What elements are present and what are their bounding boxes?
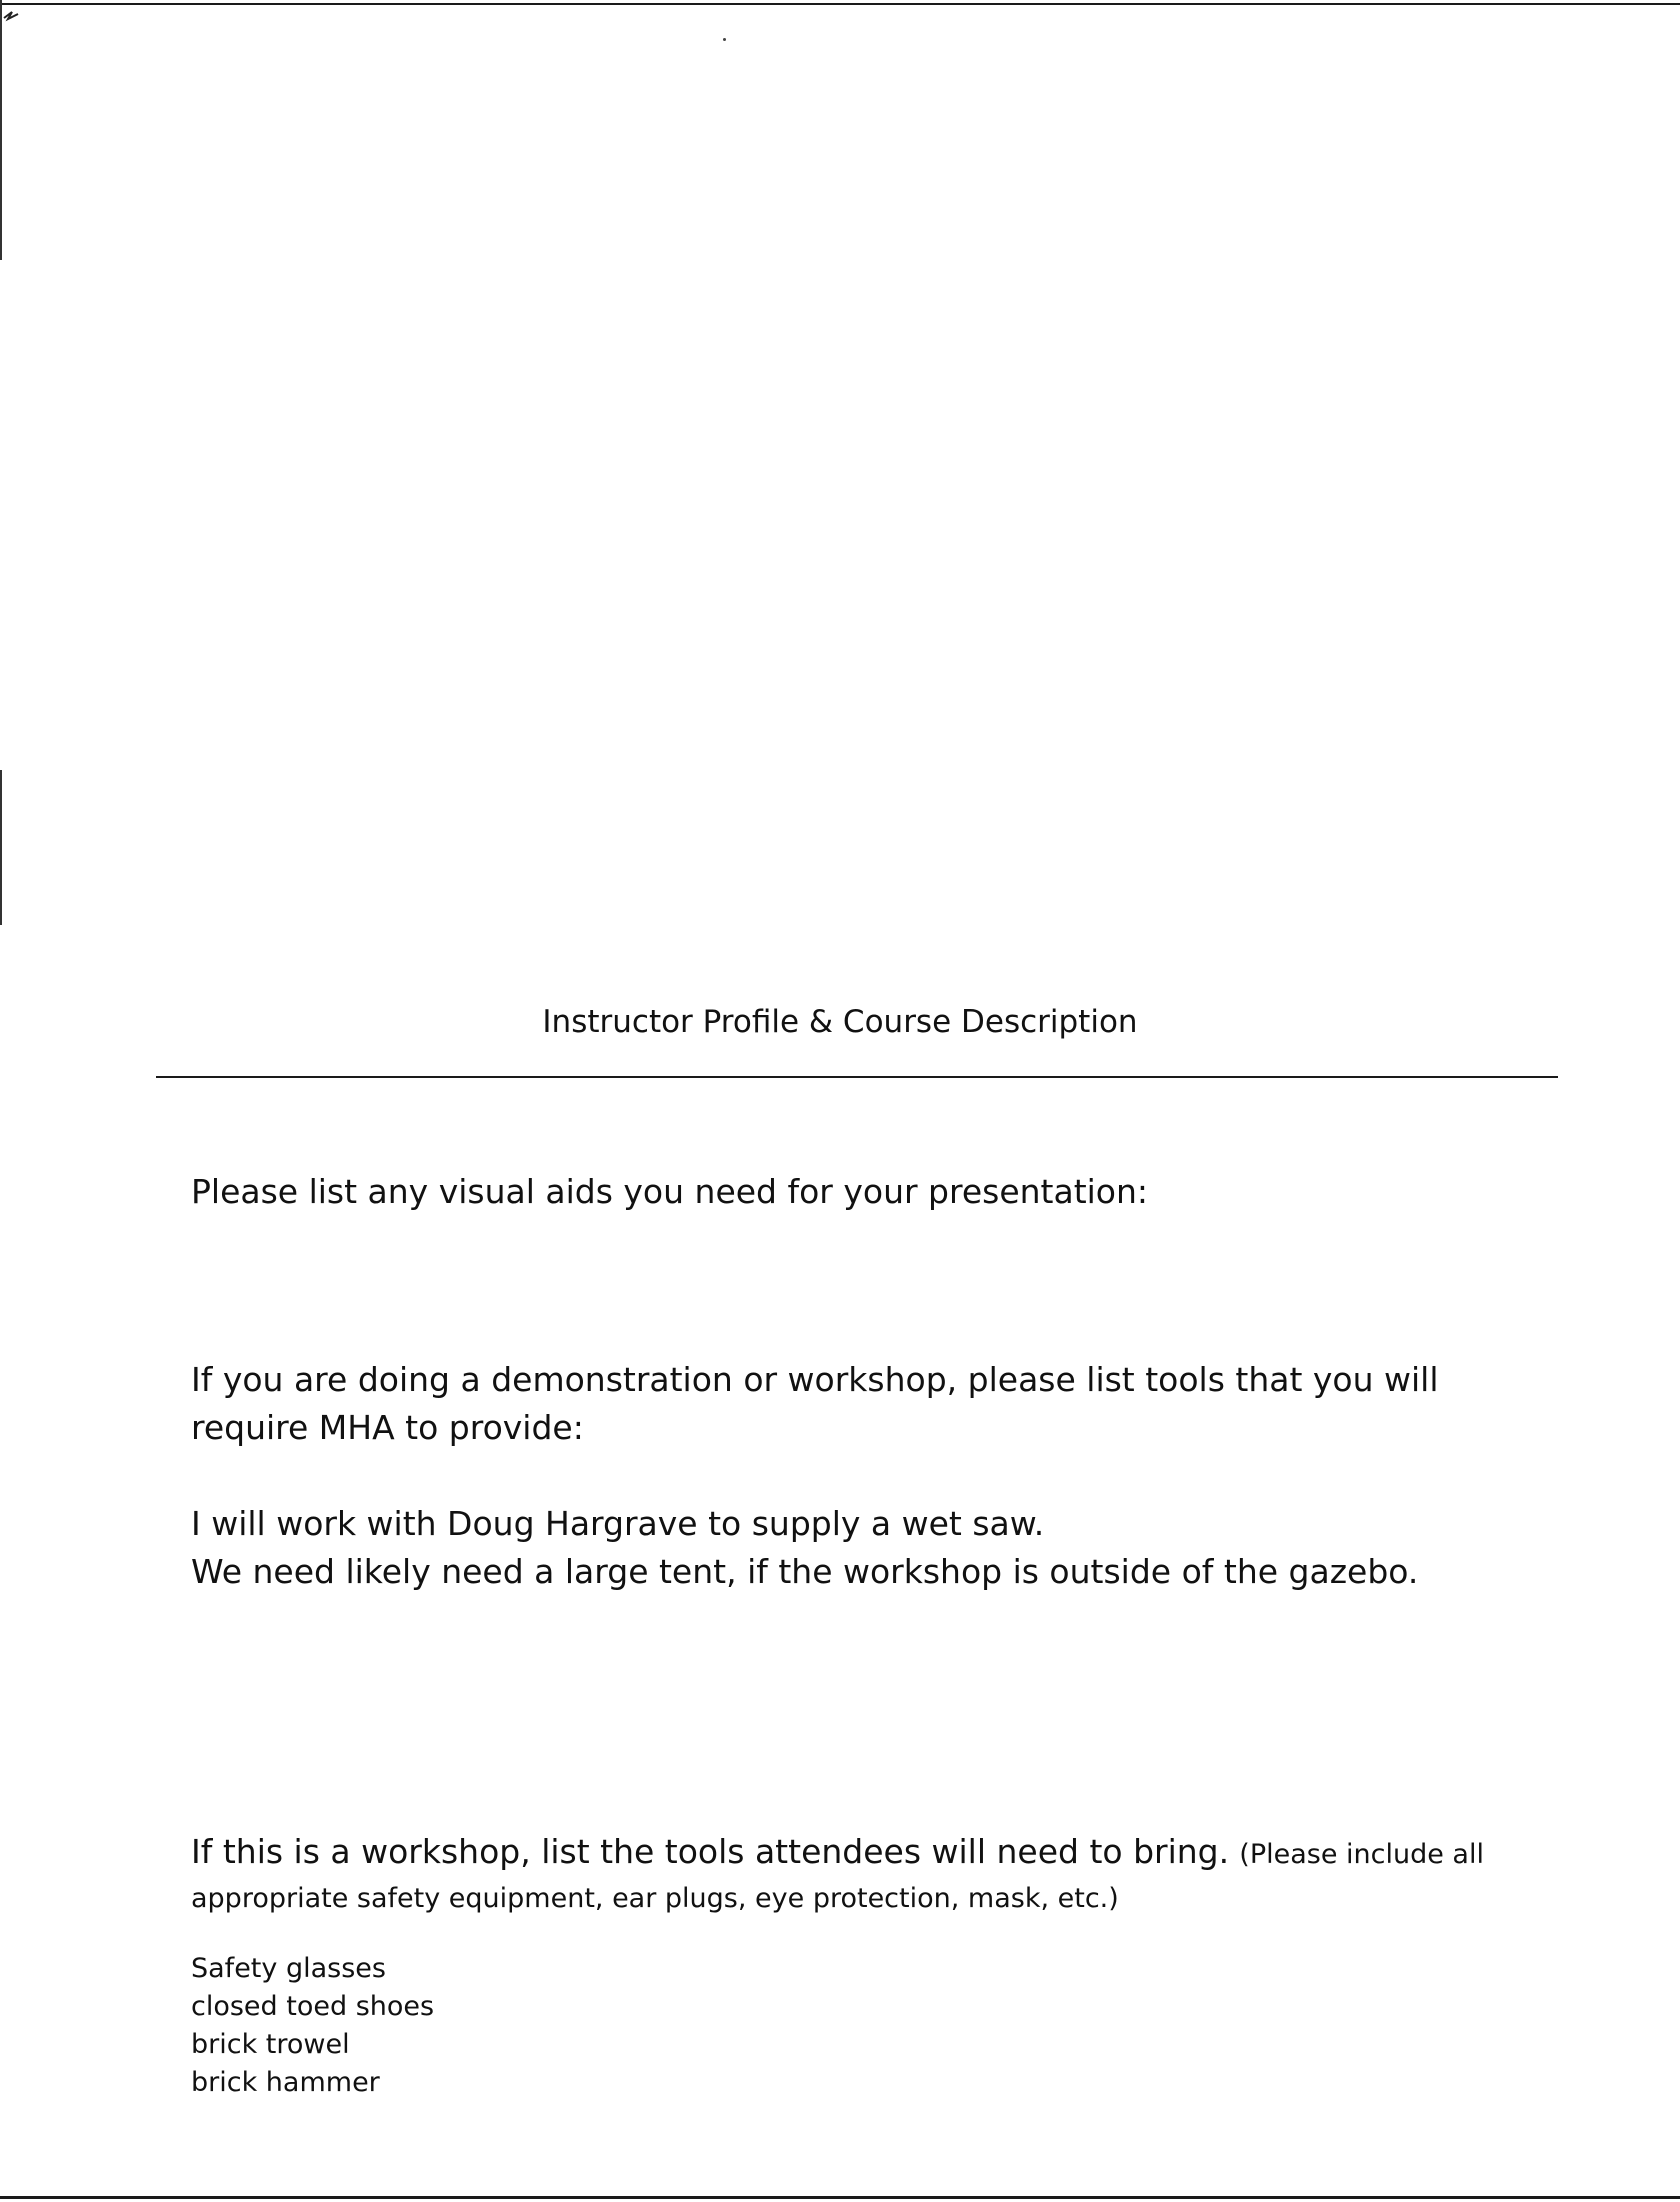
tools-bring-note-start: (Please include all: [1239, 1839, 1484, 1870]
corner-mark-icon: [2, 4, 22, 22]
answer-line: We need likely need a large tent, if the workshop is outside of the gazebo.: [191, 1552, 1419, 1591]
list-item: closed toed shoes: [191, 1991, 435, 2022]
scan-bottom-border: [0, 2196, 1680, 2199]
tools-bring-note-end: appropriate safety equipment, ear plugs, eye protection, mask, etc.): [191, 1883, 1119, 1914]
answer-line: I will work with Doug Hargrave to supply a wet saw.: [191, 1504, 1045, 1543]
scan-left-edge-upper: [0, 0, 2, 260]
tools-bring-question: [191, 1828, 1491, 1919]
tools-bring-prompt: If this is a workshop, list the tools attendees will need to bring.: [191, 1832, 1230, 1871]
list-item: brick hammer: [191, 2067, 380, 2098]
title-divider: [156, 1076, 1558, 1078]
scan-top-border: [0, 3, 1680, 5]
list-item: Safety glasses: [191, 1953, 386, 1984]
scan-left-edge-middle: [0, 770, 2, 925]
list-item: brick trowel: [191, 2029, 350, 2060]
scan-speck: [723, 38, 726, 41]
document-title: Instructor Profile & Course Description: [542, 1004, 1138, 1040]
tools-provided-question: If you are doing a demonstration or workshop, please list tools that you will require MHA to provide:: [191, 1360, 1439, 1447]
tools-provided-answer: [191, 1500, 1491, 1596]
tools-bring-answer-list: [191, 1950, 434, 2102]
visual-aids-question: Please list any visual aids you need for your presentation:: [191, 1172, 1149, 1211]
